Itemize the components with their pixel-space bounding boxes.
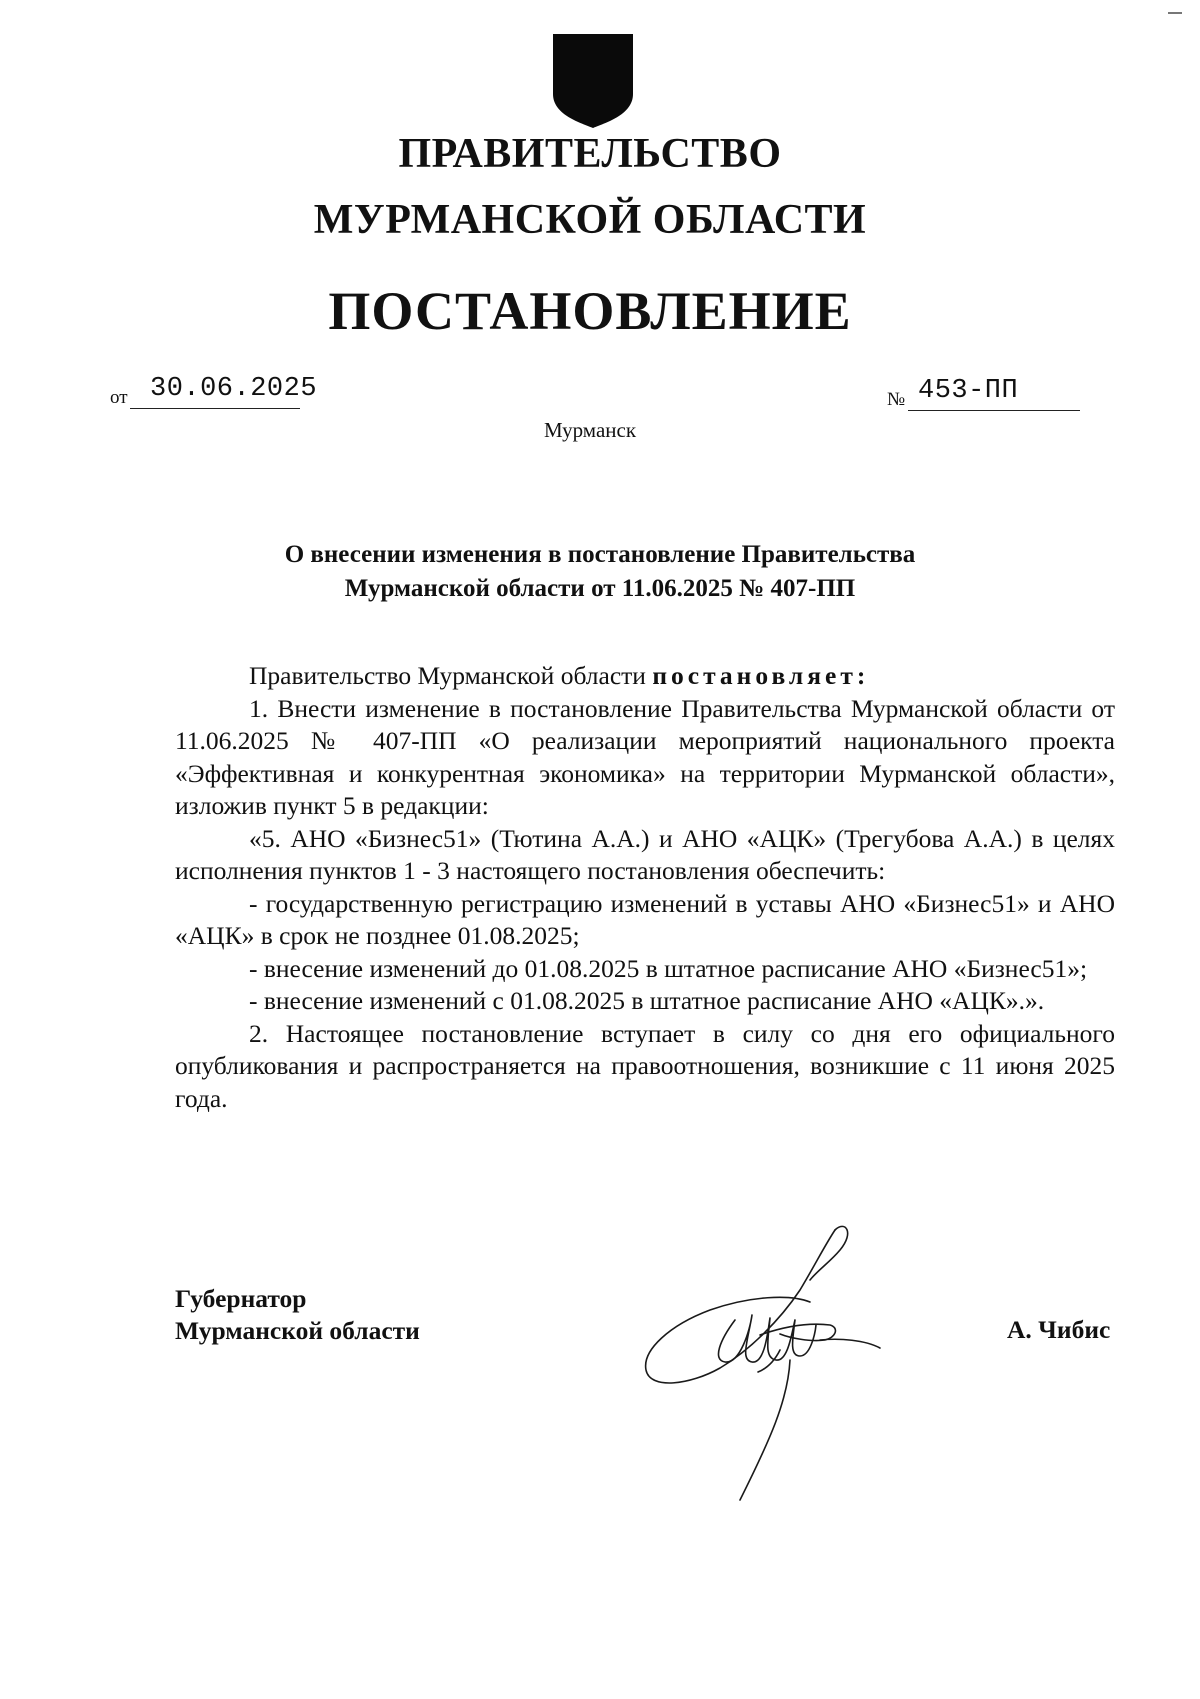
document-type: ПОСТАНОВЛЕНИЕ bbox=[328, 281, 852, 341]
paragraph-6: 2. Настоящее постановление вступает в силу со дня его официального опубликования и распространяется на правоотношения, возникшие с 11 июня 2025 года. bbox=[175, 1018, 1115, 1113]
signatory-title bbox=[175, 1283, 420, 1347]
decree-word: постановляет: bbox=[652, 661, 870, 690]
org-name-line1: ПРАВИТЕЛЬСТВО bbox=[398, 131, 782, 177]
scan-mark bbox=[1168, 12, 1182, 14]
paragraph-3: - государственную регистрацию изменений в уставы АНО «Бизнес51» и АНО «АЦК» в срок не позднее 01.08.2025; bbox=[175, 888, 1115, 950]
date-underline bbox=[130, 408, 300, 409]
signatory-name: А. Чибис bbox=[1007, 1315, 1111, 1344]
paragraph-1: 1. Внести изменение в постановление Правительства Мурманской области от 11.06.2025 № 407-ПП «О реализации мероприятий национального проекта «Эффективная и конкурентная экономика» на территории Мурманской области», изложив пункт 5 в редакции: bbox=[175, 693, 1115, 820]
number-prefix: № bbox=[887, 389, 906, 410]
paragraph-5: - внесение изменений с 01.08.2025 в штатное расписание АНО «АЦК».». bbox=[249, 986, 1045, 1015]
intro-text: Правительство Мурманской области bbox=[249, 661, 653, 690]
number-underline bbox=[908, 410, 1080, 411]
handwritten-signature bbox=[640, 1210, 900, 1510]
paragraph-2: «5. АНО «Бизнес51» (Тютина А.А.) и АНО «АЦК» (Трегубова А.А.) в целях исполнения пунктов 1 - 3 настоящего постановления обеспечить: bbox=[175, 823, 1115, 885]
date-prefix: от bbox=[110, 387, 128, 408]
signatory-title-line1: Губернатор bbox=[175, 1284, 307, 1313]
coat-of-arms-emblem bbox=[553, 34, 633, 128]
document-date: 30.06.2025 bbox=[150, 374, 318, 404]
intro-paragraph bbox=[175, 660, 1115, 693]
signatory-title-line2: Мурманской области bbox=[175, 1316, 420, 1345]
city: Мурманск bbox=[543, 418, 637, 442]
document-body bbox=[175, 660, 1115, 1115]
org-name-line2: МУРМАНСКОЙ ОБЛАСТИ bbox=[313, 197, 867, 243]
document-subject bbox=[170, 538, 1030, 606]
subject-line2: Мурманской области от 11.06.2025 № 407-ПП bbox=[344, 575, 856, 602]
subject-line1: О внесении изменения в постановление Правительства bbox=[284, 541, 916, 568]
paragraph-4: - внесение изменений до 01.08.2025 в штатное расписание АНО «Бизнес51»; bbox=[249, 953, 1088, 983]
document-number: 453-ПП bbox=[918, 376, 1019, 406]
